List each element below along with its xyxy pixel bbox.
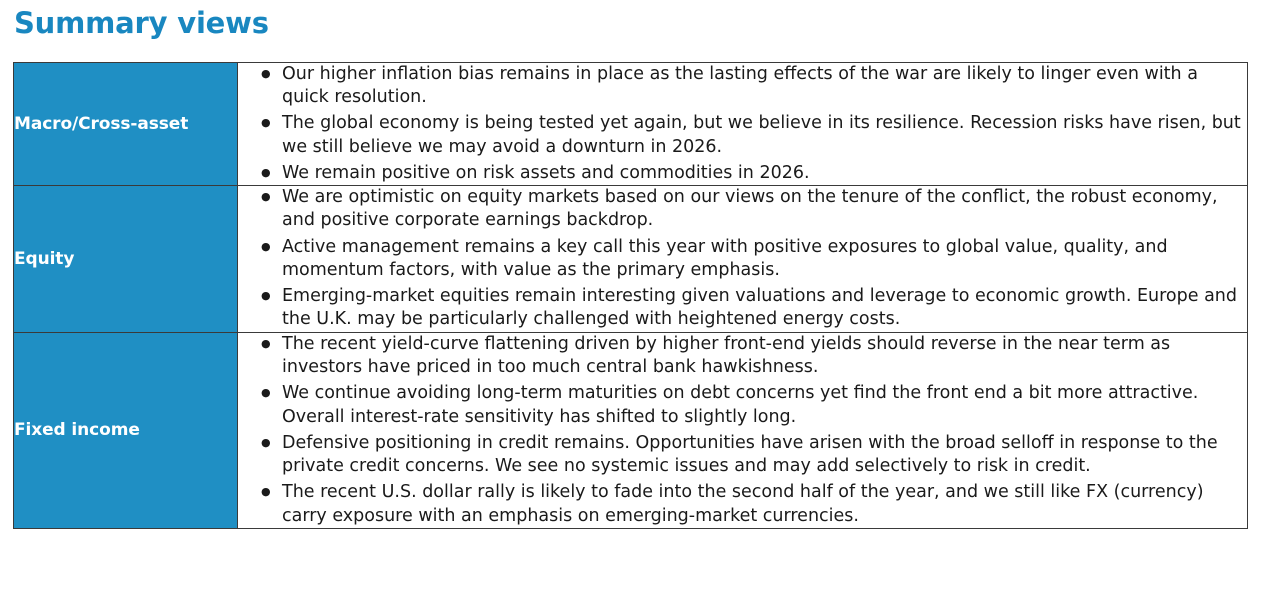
list-item: ● Our higher inflation bias remains in place as the lasting effects of the war are likely to linger even with a quick resolution. <box>282 63 1247 110</box>
bullet-list <box>238 63 1247 185</box>
table-row <box>14 62 1248 185</box>
list-item: ● Defensive positioning in credit remains. Opportunities have arisen with the broad selloff in response to the private credit concerns. We see no systemic issues and may add selectively to risk in credit. <box>282 432 1247 479</box>
page-title: Summary views <box>14 6 269 40</box>
list-item: ● Emerging-market equities remain interesting given valuations and leverage to economic growth. Europe and the U.K. may be particularly challenged with heightened energy costs. <box>282 285 1247 332</box>
row-points-macro-cross-asset <box>238 62 1248 185</box>
row-points-fixed-income <box>238 332 1248 528</box>
list-item: ● We remain positive on risk assets and commodities in 2026. <box>282 162 1247 185</box>
row-category-fixed-income: Fixed income <box>14 332 238 528</box>
list-item: ● Active management remains a key call this year with positive exposures to global value, quality, and momentum factors, with value as the primary emphasis. <box>282 236 1247 283</box>
table-row <box>14 186 1248 333</box>
document-page <box>0 6 1261 616</box>
bullet-list <box>238 333 1247 528</box>
row-points-equity <box>238 186 1248 333</box>
list-item: ● We are optimistic on equity markets based on our views on the tenure of the conflict, the robust economy, and positive corporate earnings backdrop. <box>282 186 1247 233</box>
list-item: ● The recent yield-curve flattening driven by higher front-end yields should reverse in the near term as investors have priced in too much central bank hawkishness. <box>282 333 1247 380</box>
table-row <box>14 332 1248 528</box>
row-category-equity: Equity <box>14 186 238 333</box>
row-category-macro-cross-asset: Macro/Cross-asset <box>14 62 238 185</box>
list-item: ● The recent U.S. dollar rally is likely to fade into the second half of the year, and we still like FX (currency) carry exposure with an emphasis on emerging-market currencies. <box>282 481 1247 528</box>
summary-views-table <box>13 62 1248 529</box>
bullet-list <box>238 186 1247 332</box>
list-item: ● The global economy is being tested yet again, but we believe in its resilience. Recession risks have risen, but we still believe we may avoid a downturn in 2026. <box>282 112 1247 159</box>
list-item: ● We continue avoiding long-term maturities on debt concerns yet find the front end a bit more attractive. Overall interest-rate sensitivity has shifted to slightly long. <box>282 382 1247 429</box>
